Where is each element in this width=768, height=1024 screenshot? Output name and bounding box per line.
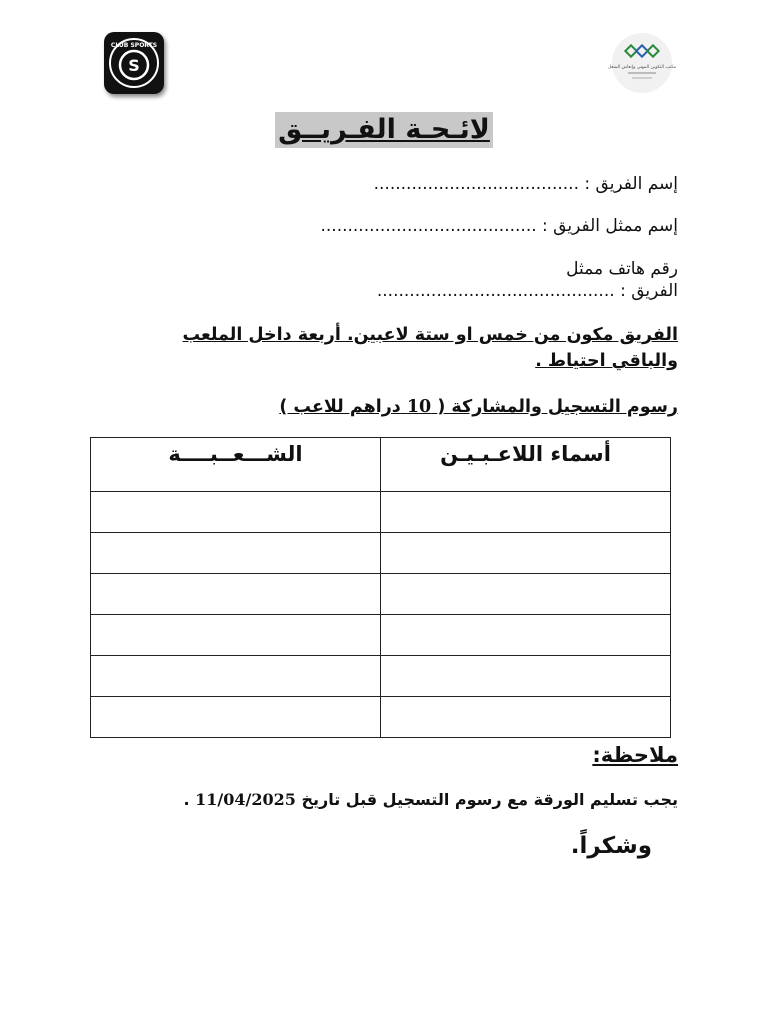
player-name-cell[interactable] [381, 533, 671, 574]
players-table [90, 437, 671, 738]
table-header-row [91, 438, 671, 492]
phone-dots: ............................................ [376, 281, 615, 301]
team-composition-rule: الفريق مكون من خمس او ستة لاعبين. أربعة داخل الملعب والباقي احتياط . [182, 325, 678, 371]
representative-label: إسم ممثل الفريق : [542, 216, 678, 236]
deadline-date: 11/04/2025 [195, 790, 296, 809]
team-representative-field [320, 215, 678, 237]
note-heading: ملاحظة: [592, 743, 678, 767]
player-name-cell[interactable] [381, 615, 671, 656]
team-name-field [374, 173, 678, 195]
table-row [91, 656, 671, 697]
note-text: يجب تسليم الورقة مع رسوم التسجيل قبل تاريخ 11/04/2025 . [183, 790, 678, 809]
thanks-text: وشكراً. [570, 833, 652, 859]
representative-phone-field [377, 258, 678, 302]
player-branch-cell[interactable] [91, 574, 381, 615]
phone-label-line1: رقم هاتف ممثل [566, 259, 678, 279]
table-row [91, 533, 671, 574]
fees-amount: 10 [406, 397, 432, 417]
logo-letter: S [128, 56, 140, 75]
player-branch-cell[interactable] [91, 656, 381, 697]
ofppt-logo-text: مكتب التكوين المهني وإنعاش الشغل [607, 65, 677, 70]
page-title: لائـحـة الفـريــق [0, 112, 768, 148]
player-branch-cell[interactable] [91, 615, 381, 656]
registration-fees-rule: رسوم التسجيل والمشاركة ( 10 دراهم للاعب ) [279, 397, 678, 417]
player-name-cell[interactable] [381, 656, 671, 697]
table-row [91, 697, 671, 738]
logo-text: CLUB SPORTS [110, 42, 158, 49]
players-names-header: أسماء اللاعـبـيـن [381, 438, 671, 492]
player-branch-cell[interactable] [91, 533, 381, 574]
branch-header: الشـــعــبــــة [91, 438, 381, 492]
player-branch-cell[interactable] [91, 492, 381, 533]
table-row [91, 574, 671, 615]
team-name-dots: ...................................... [373, 174, 579, 194]
player-branch-cell[interactable] [91, 697, 381, 738]
ofppt-logo [607, 33, 677, 93]
club-sports-logo [104, 32, 164, 94]
representative-dots: ........................................ [320, 216, 537, 236]
team-name-label: إسم الفريق : [584, 174, 678, 194]
table-row [91, 492, 671, 533]
player-name-cell[interactable] [381, 574, 671, 615]
player-name-cell[interactable] [381, 492, 671, 533]
table-row [91, 615, 671, 656]
phone-label-line2: الفريق : [620, 281, 678, 301]
player-name-cell[interactable] [381, 697, 671, 738]
